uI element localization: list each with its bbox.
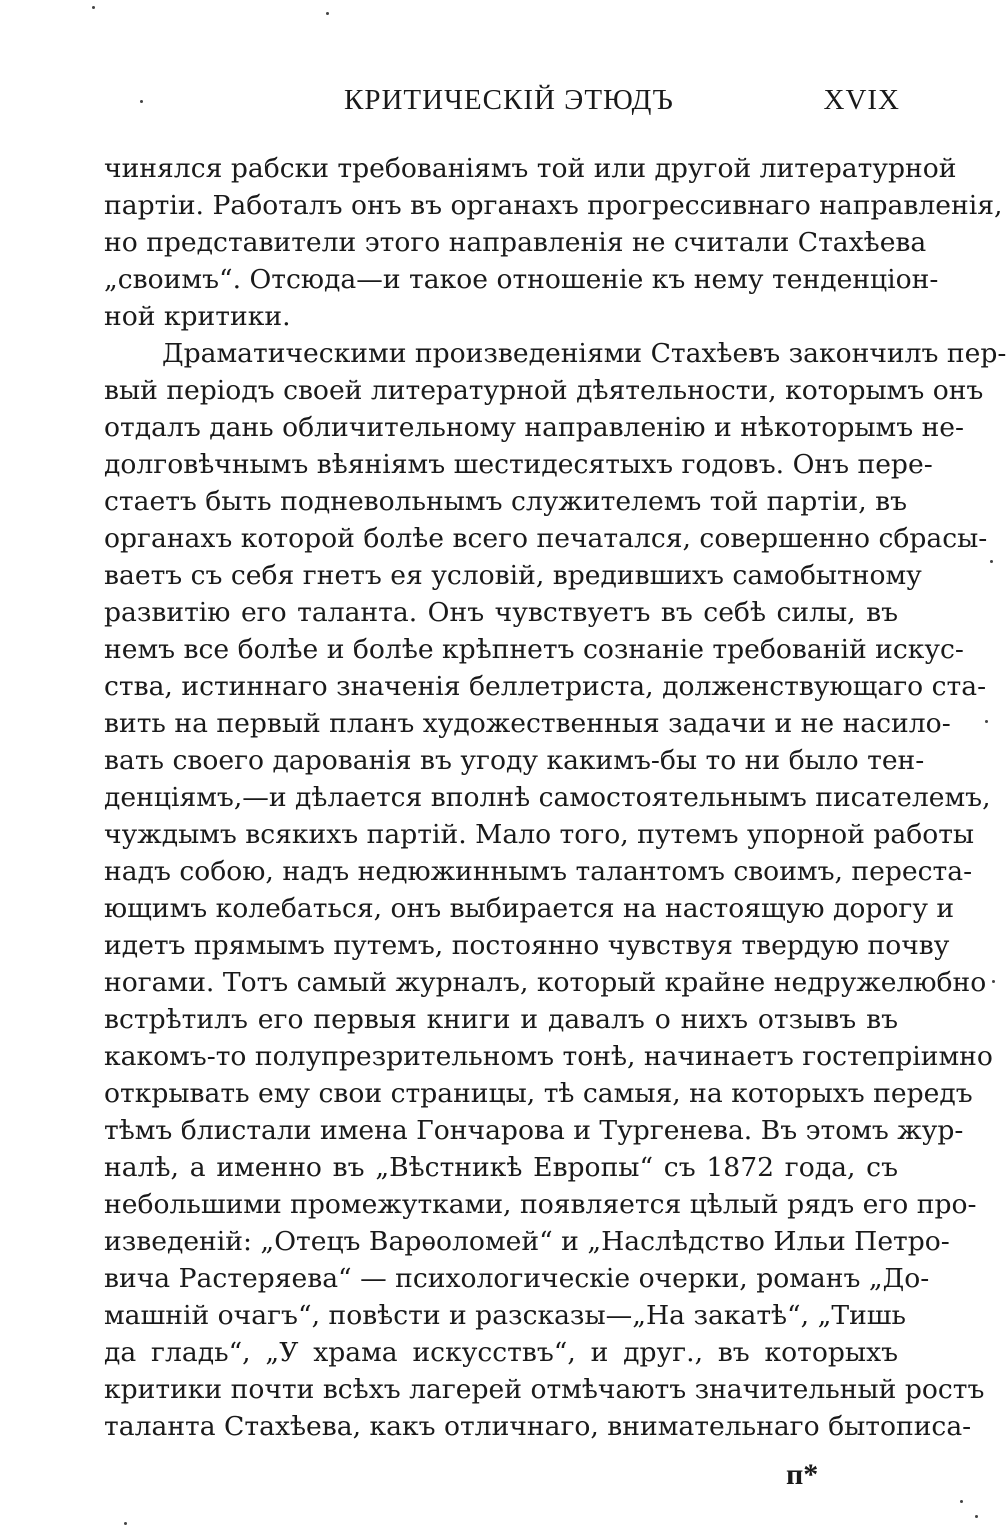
scan-speck (960, 1500, 963, 1503)
text-line: ной критики. (104, 301, 291, 332)
text-line: критики почти всѣхъ лагерей отмѣчаютъ значительный ростъ (104, 1374, 985, 1405)
text-line: вича Растеряева“ — психологическіе очерки, романъ „До- (104, 1263, 930, 1294)
text-line: ства, истиннаго значенія беллетриста, долженствующаго ста- (104, 671, 987, 702)
text-line: чинялся рабски требованіямъ той или другой литературной (104, 153, 957, 184)
text-line: открывать ему свои страницы, тѣ самыя, на которыхъ передъ (104, 1078, 973, 1109)
text-line: налѣ, а именно въ „Вѣстникѣ Европы“ съ 1872 года, съ (104, 1152, 898, 1183)
text-line: вый періодъ своей литературной дѣятельности, которымъ онъ (104, 375, 984, 406)
text-line: таланта Стахѣева, какъ отличнаго, внимательнаго бытописа- (104, 1411, 972, 1442)
text-line: вать своего дарованія въ угоду какимъ-бы то ни было тен- (104, 745, 925, 776)
running-head (104, 84, 900, 124)
paragraph-2 (104, 335, 1006, 1445)
text-line: долговѣчнымъ вѣяніямъ шестидесятыхъ годовъ. Онъ пере- (104, 449, 933, 480)
scan-speck (92, 6, 95, 9)
text-line: идетъ прямымъ путемъ, постоянно чувствуя твердую почву (104, 930, 950, 961)
text-line: партіи. Работалъ онъ въ органахъ прогрессивнаго направленія, (104, 190, 1003, 221)
scan-speck (124, 1522, 127, 1525)
signature-mark: п* (786, 1458, 819, 1491)
scan-speck (992, 980, 995, 983)
text-line: немъ все болѣе и болѣе крѣпнетъ сознаніе требованій искус- (104, 634, 964, 665)
scan-speck (985, 720, 988, 723)
text-line: встрѣтилъ его первыя книги и давалъ о нихъ отзывъ въ (104, 1004, 898, 1035)
text-line: небольшими промежутками, появляется цѣлый рядъ его про- (104, 1189, 977, 1220)
scan-speck (975, 1515, 978, 1518)
text-line: ногами. Тотъ самый журналъ, который крайне недружелюбно (104, 967, 987, 998)
text-line: отдалъ дань обличительному направленію и нѣкоторымъ не- (104, 412, 965, 443)
text-line: денціямъ,—и дѣлается вполнѣ самостоятельнымъ писателемъ, (104, 782, 991, 813)
text-line: развитію его таланта. Онъ чувствуетъ въ себѣ силы, въ (104, 597, 898, 628)
text-line: тѣмъ блистали имена Гончарова и Тургенева. Въ этомъ жур- (104, 1115, 964, 1146)
text-line: ваетъ съ себя гнетъ ея условій, вредившихъ самобытному (104, 560, 922, 591)
text-line: „своимъ“. Отсюда—и такое отношеніе къ нему тенденціон- (104, 264, 939, 295)
text-line: ющимъ колебаться, онъ выбирается на настоящую дорогу и (104, 893, 955, 924)
running-head-title: КРИТИЧЕСКІЙ ЭТЮДЪ (344, 84, 674, 116)
text-line: органахъ которой болѣе всего печатался, совершенно сбрасы- (104, 523, 988, 554)
text-line: да гладь“, „У храма искусствъ“, и друг., въ которыхъ (104, 1337, 898, 1368)
text-line: изведеній: „Отецъ Варѳоломей“ и „Наслѣдство Ильи Петро- (104, 1226, 950, 1257)
text-line: надъ собою, надъ недюжиннымъ талантомъ своимъ, переста- (104, 856, 973, 887)
scan-speck (326, 12, 329, 15)
text-line: Драматическими произведеніями Стахѣевъ закончилъ пер- (162, 338, 1006, 369)
text-line: чуждымъ всякихъ партій. Мало того, путемъ упорной работы (104, 819, 975, 850)
text-line: машній очагъ“, повѣсти и разсказы—„На закатѣ“, „Тишь (104, 1300, 907, 1331)
scan-speck (140, 100, 143, 103)
scan-speck (990, 560, 993, 563)
text-line: вить на первый планъ художественныя задачи и не насило- (104, 708, 951, 739)
page-number: XVIX (823, 84, 900, 116)
text-line: но представители этого направленія не считали Стахѣева (104, 227, 927, 258)
body-text (104, 150, 1006, 1445)
paragraph-1 (104, 150, 1003, 335)
text-line: стаетъ быть подневольнымъ служителемъ той партіи, въ (104, 486, 907, 517)
text-line: какомъ-то полупрезрительномъ тонѣ, начинаетъ гостепріимно (104, 1041, 993, 1072)
